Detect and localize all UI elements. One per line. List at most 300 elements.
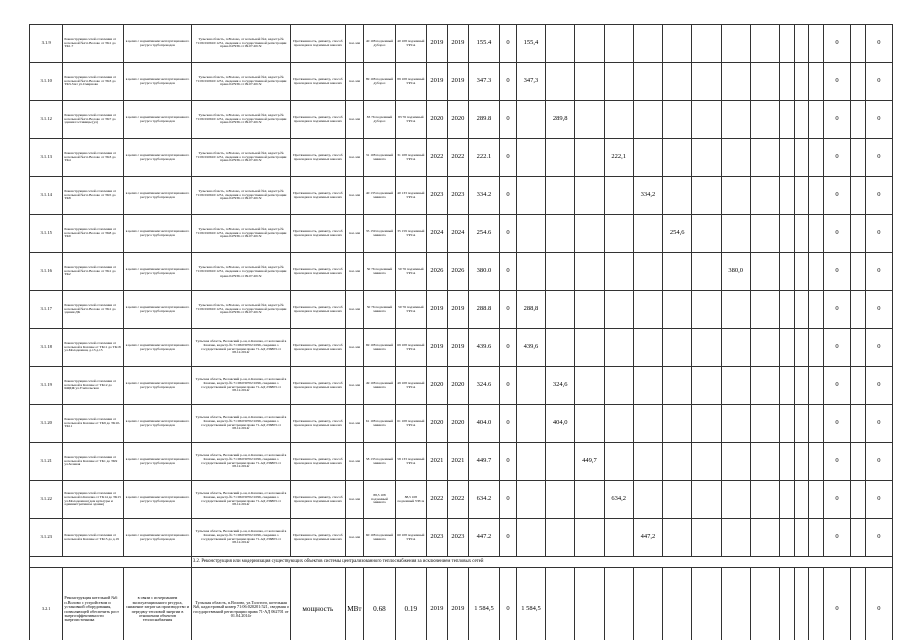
cell-y2019: [516, 101, 545, 139]
cell-y2019: 155,4: [516, 25, 545, 63]
cell-y2022: [604, 329, 633, 367]
cell-c2: 0: [865, 329, 892, 367]
cell-end: 2019: [447, 25, 468, 63]
cell-y2022: [604, 215, 633, 253]
cell-before: 58 133 подземный минвата: [364, 443, 395, 481]
cell-y2021: [575, 139, 604, 177]
cell-y2027: [750, 177, 779, 215]
cell-e3: [809, 291, 824, 329]
cell-y2026: [721, 367, 750, 405]
cell-e2: [794, 405, 809, 443]
cell-y2026: [721, 568, 750, 640]
cell-y2024: [663, 405, 692, 443]
cell-e3: [809, 101, 824, 139]
cell-unit: п.м. мм: [345, 405, 364, 443]
cell-cost: 334.2: [468, 177, 499, 215]
table-row: [30, 253, 893, 291]
cell-e1: [780, 443, 795, 481]
cell-z: 0: [500, 367, 517, 405]
cell-before: 61 108 подземный минвата: [364, 405, 395, 443]
cell-e4: [851, 443, 866, 481]
cell-y2024: [663, 367, 692, 405]
cell-name: Реконструкция сетей отопления от котельной в Казачке от ТК15 до д.19: [63, 519, 124, 557]
cell-y2021: [575, 405, 604, 443]
cell-no: 3.1.15: [30, 215, 63, 253]
cell-name: Реконструкция сетей отопления от котельной №2 п.Волово от ТК1 до здания ДК: [63, 291, 124, 329]
cell-e2: [794, 481, 809, 519]
cell-after: 35 159 подземный УРСА: [395, 215, 426, 253]
cell-e2: [794, 177, 809, 215]
cell-before: 89 108 подземный дубороз: [364, 63, 395, 101]
cell-y2025: [692, 367, 721, 405]
cell-end: 2020: [447, 405, 468, 443]
cell-y2027: [750, 101, 779, 139]
cell-y2020: 324,6: [546, 367, 575, 405]
cell-address: Тульская область, п.Волово, от котельной №2, кадастр.№ 71:06:010610:1251, сведения о государственной регистрации права 047936 от 09.07.2015г: [191, 63, 290, 101]
cell-y2026: [721, 215, 750, 253]
cell-y2026: [721, 443, 750, 481]
cell-y2024: [663, 25, 692, 63]
cell-cost: 447.2: [468, 519, 499, 557]
cell-y2025: [692, 215, 721, 253]
cell-c2: 0: [865, 253, 892, 291]
cell-y2022: [604, 177, 633, 215]
cell-c1: 0: [823, 253, 850, 291]
cell-end: 2021: [447, 443, 468, 481]
cell-c1: 0: [823, 139, 850, 177]
cell-start: 2020: [426, 367, 447, 405]
cell-y2026: [721, 519, 750, 557]
cell-y2023: 334,2: [633, 177, 662, 215]
cell-y2024: [663, 481, 692, 519]
cell-y2027: [750, 329, 779, 367]
cell-c1: 0: [823, 443, 850, 481]
cell-z: 0: [500, 329, 517, 367]
cell-y2026: 380,0: [721, 253, 750, 291]
section-spacer: [30, 557, 192, 568]
table-row: [30, 291, 893, 329]
cell-start: 2022: [426, 139, 447, 177]
cell-y2025: [692, 101, 721, 139]
table-row: [30, 568, 893, 640]
cell-y2020: [546, 25, 575, 63]
cell-purpose: в целях с нормативами эксплуатационного ресурса трубопроводов: [124, 25, 192, 63]
cell-e3: [809, 215, 824, 253]
cell-reason: Протяженность, диаметр, способ прокладки в подземных каналах: [291, 253, 345, 291]
cell-start: 2020: [426, 405, 447, 443]
cell-address: Тульская область, п.Волово, от котельной №2, кадастр.№ 71:06:010610:1251, сведения о государственной регистрации права 047936 от 09.07.2015г: [191, 139, 290, 177]
cell-cost: 347.3: [468, 63, 499, 101]
cell-y2020: [546, 215, 575, 253]
cell-before: 31 108 подземный минвата: [364, 139, 395, 177]
cell-reason: Протяженность, диаметр, способ прокладки в подземных каналах: [291, 443, 345, 481]
cell-name: Реконструкция сетей отопления от котельной №2 п.Волово от ТК3 до ТК4: [63, 139, 124, 177]
cell-y2023: [633, 63, 662, 101]
cell-y2025: [692, 253, 721, 291]
cell-y2023: [633, 367, 662, 405]
cell-address: Тульская область, п.Волово, от котельной №2, кадастр.№ 71:06:010610:1251, сведения о государственной регистрации права 047936 от 09.07.2015г: [191, 253, 290, 291]
table-row: [30, 481, 893, 519]
cell-e4: [851, 405, 866, 443]
cell-name: Реконструкция сетей отопления от котельной в Казачке от ТК9 до ТК10-ТК11: [63, 405, 124, 443]
cell-y2022: [604, 63, 633, 101]
cell-reason: Протяженность, диаметр, способ прокладки в подземных каналах: [291, 405, 345, 443]
cell-reason: Протяженность, диаметр, способ прокладки в подземных каналах: [291, 63, 345, 101]
cell-after: 58 133 подземный УРСА: [395, 443, 426, 481]
cell-c1: 0: [823, 25, 850, 63]
cell-e3: [809, 253, 824, 291]
cell-e2: [794, 63, 809, 101]
cell-purpose: в целях с нормативами эксплуатационного ресурса трубопроводов: [124, 443, 192, 481]
cell-z: 0: [500, 253, 517, 291]
cell-end: 2022: [447, 139, 468, 177]
cell-z: 0: [500, 177, 517, 215]
cell-purpose: в целях с нормативами эксплуатационного ресурса трубопроводов: [124, 63, 192, 101]
cell-y2024: [663, 519, 692, 557]
cell-start: 2024: [426, 215, 447, 253]
cell-after: 50 76 подземный УРСА: [395, 253, 426, 291]
cell-e4: [851, 329, 866, 367]
cell-after: 89 108 подземный УРСА: [395, 63, 426, 101]
table-row: [30, 215, 893, 253]
cell-after: 40 108 подземный УРСА: [395, 25, 426, 63]
cell-purpose: в целях с нормативами эксплуатационного ресурса трубопроводов: [124, 177, 192, 215]
cell-cost: 449.7: [468, 443, 499, 481]
cell-cost: 1 584,5: [468, 568, 499, 640]
cell-name: Реконструкция сетей отопления от котельной №2 п.Волово от ТК8 до ТК9: [63, 215, 124, 253]
cell-z: 0: [500, 139, 517, 177]
cell-y2022: [604, 519, 633, 557]
table-row: [30, 367, 893, 405]
cell-y2020: 289,8: [546, 101, 575, 139]
cell-e1: [780, 253, 795, 291]
cell-after: 31 108 подземный УРСА: [395, 139, 426, 177]
cell-e1: [780, 63, 795, 101]
cell-z: 0: [500, 443, 517, 481]
cell-y2019: [516, 405, 545, 443]
cell-reason: мощность: [291, 568, 345, 640]
cell-y2021: [575, 215, 604, 253]
table-row: [30, 63, 893, 101]
table-row: [30, 101, 893, 139]
cell-y2026: [721, 63, 750, 101]
cell-y2027: [750, 291, 779, 329]
cell-c2: 0: [865, 405, 892, 443]
cell-e1: [780, 568, 795, 640]
cell-z: 0: [500, 25, 517, 63]
cell-address: Тульская область, п.Волово, ул.Толстого, котельная №6, кадастровый номер 71:06:020201:521, сведения о государственной регистрации права 71-АД 062701 от 01.04.2014г: [191, 568, 290, 640]
cell-y2019: [516, 367, 545, 405]
table-row: [30, 443, 893, 481]
cell-after: 50 76 подземный УРСА: [395, 291, 426, 329]
cell-c2: 0: [865, 519, 892, 557]
cell-y2020: [546, 519, 575, 557]
table-row: [30, 519, 893, 557]
cell-y2027: [750, 253, 779, 291]
cell-start: 2019: [426, 329, 447, 367]
cell-no: 3.1.22: [30, 481, 63, 519]
cell-c1: 0: [823, 215, 850, 253]
cell-unit: п.м. мм: [345, 443, 364, 481]
cell-c1: 0: [823, 291, 850, 329]
cell-purpose: в целях с нормативами эксплуатационного ресурса трубопроводов: [124, 139, 192, 177]
cell-y2027: [750, 568, 779, 640]
cell-c1: 0: [823, 367, 850, 405]
cell-e1: [780, 367, 795, 405]
cell-y2025: [692, 177, 721, 215]
cell-end: 2024: [447, 215, 468, 253]
cell-name: Реконструкция сетей отопления от котельной в Казачке от ТК1 до ТК9 ул.Зеленая: [63, 443, 124, 481]
cell-c2: 0: [865, 25, 892, 63]
cell-y2020: 404,0: [546, 405, 575, 443]
cell-e2: [794, 253, 809, 291]
cell-y2025: [692, 405, 721, 443]
cell-y2021: [575, 101, 604, 139]
cell-reason: Протяженность, диаметр, способ прокладки в подземных каналах: [291, 367, 345, 405]
cell-e1: [780, 519, 795, 557]
cell-before: 0.68: [364, 568, 395, 640]
cell-no: 3.1.18: [30, 329, 63, 367]
table-row: [30, 329, 893, 367]
cell-y2021: 449,7: [575, 443, 604, 481]
cell-e3: [809, 367, 824, 405]
cell-before: 50 76 подземный минвата: [364, 291, 395, 329]
cell-y2019: [516, 443, 545, 481]
cell-e1: [780, 177, 795, 215]
cell-e3: [809, 329, 824, 367]
cell-y2027: [750, 139, 779, 177]
cell-name: Реконструкция сетей отопления от котельной №2 п.Волово от ТК1 до ТК1.7: [63, 25, 124, 63]
cell-start: 2019: [426, 291, 447, 329]
cell-before: 35 159 подземный минвата: [364, 215, 395, 253]
cell-end: 2019: [447, 63, 468, 101]
cell-y2021: [575, 291, 604, 329]
cell-y2025: [692, 291, 721, 329]
cell-y2027: [750, 25, 779, 63]
table-row: [30, 139, 893, 177]
cell-no: 3.1.21: [30, 443, 63, 481]
cell-y2020: [546, 177, 575, 215]
cell-y2022: [604, 291, 633, 329]
investment-program-table: [29, 24, 893, 640]
cell-y2023: [633, 481, 662, 519]
cell-end: 2026: [447, 253, 468, 291]
cell-reason: Протяженность, диаметр, способ прокладки в подземных каналах: [291, 481, 345, 519]
cell-y2019: [516, 177, 545, 215]
cell-before: 69 108 подземный минвата: [364, 329, 395, 367]
cell-y2025: [692, 443, 721, 481]
cell-e3: [809, 25, 824, 63]
table-row: [30, 405, 893, 443]
cell-y2021: [575, 568, 604, 640]
cell-unit: п.м. мм: [345, 367, 364, 405]
cell-before: 83 76 подземный дубороз: [364, 101, 395, 139]
cell-e1: [780, 405, 795, 443]
cell-c1: 0: [823, 329, 850, 367]
cell-end: 2022: [447, 481, 468, 519]
cell-e1: [780, 329, 795, 367]
cell-start: 2019: [426, 568, 447, 640]
cell-e4: [851, 139, 866, 177]
cell-unit: п.м. мм: [345, 291, 364, 329]
cell-y2027: [750, 63, 779, 101]
cell-purpose: в связи с исчерпанием эксплуатационного ресурса, снижение затрат на производство и передачу тепловой энергии в отношении объектов теплоснабжения: [124, 568, 192, 640]
cell-e3: [809, 405, 824, 443]
cell-y2019: [516, 519, 545, 557]
cell-e1: [780, 101, 795, 139]
cell-e2: [794, 519, 809, 557]
cell-y2025: [692, 568, 721, 640]
cell-c1: 0: [823, 568, 850, 640]
cell-e1: [780, 291, 795, 329]
cell-name: Реконструкция сетей отопления от котельной в Казачке от ТК12 до КФДЖ ул.Учительская: [63, 367, 124, 405]
cell-purpose: в целях с нормативами эксплуатационного ресурса трубопроводов: [124, 519, 192, 557]
cell-end: 2020: [447, 101, 468, 139]
cell-name: Реконструкция сетей отопления от котельной №2 п.Волово от ТК3 до ТК3-ЗА1 ул.Смирнова: [63, 63, 124, 101]
cell-end: 2019: [447, 568, 468, 640]
cell-e4: [851, 519, 866, 557]
cell-after: 49 108 подземный УРСА: [395, 367, 426, 405]
cell-e2: [794, 215, 809, 253]
cell-name: Реконструкция сетей отопления от котельной в Казачке от ТК11 до ТК18 ул.Молодежная, д.13 д.15: [63, 329, 124, 367]
cell-e3: [809, 63, 824, 101]
cell-e1: [780, 25, 795, 63]
cell-after: 61 108 подземный УРСА: [395, 405, 426, 443]
cell-before: 40 133 подземный минвата: [364, 177, 395, 215]
cell-after: 0.19: [395, 568, 426, 640]
cell-e2: [794, 443, 809, 481]
cell-end: 2023: [447, 519, 468, 557]
cell-y2023: [633, 568, 662, 640]
cell-reason: Протяженность, диаметр, способ прокладки в подземных каналах: [291, 291, 345, 329]
cell-reason: Протяженность, диаметр, способ прокладки в подземных каналах: [291, 215, 345, 253]
cell-e4: [851, 253, 866, 291]
cell-z: 0: [500, 519, 517, 557]
cell-y2026: [721, 291, 750, 329]
cell-name: Реконструкция сетей отопления от котельной п.Казачка от ТК14 до ТК15 ул.Молодежная (дом культуры и административное здание): [63, 481, 124, 519]
cell-y2023: 447,2: [633, 519, 662, 557]
cell-address: Тульская область, п.Волово, от котельной №2, кадастр.№ 71:06:010610:1251, сведения о государственной регистрации права 047936 от 09.07.2015г: [191, 177, 290, 215]
cell-e1: [780, 215, 795, 253]
cell-y2022: [604, 367, 633, 405]
cell-no: 3.1.12: [30, 101, 63, 139]
cell-reason: Протяженность, диаметр, способ прокладки в подземных каналах: [291, 101, 345, 139]
cell-no: 3.1.17: [30, 291, 63, 329]
cell-no: 3.1.23: [30, 519, 63, 557]
cell-unit: п.м. мм: [345, 481, 364, 519]
cell-y2025: [692, 481, 721, 519]
cell-y2019: 439,6: [516, 329, 545, 367]
cell-y2021: [575, 177, 604, 215]
cell-y2024: [663, 329, 692, 367]
cell-y2019: [516, 253, 545, 291]
cell-y2020: [546, 291, 575, 329]
cell-y2024: [663, 253, 692, 291]
cell-e4: [851, 481, 866, 519]
cell-cost: 222.1: [468, 139, 499, 177]
cell-start: 2021: [426, 443, 447, 481]
cell-no: 3.1.19: [30, 367, 63, 405]
cell-c2: 0: [865, 139, 892, 177]
cell-cost: 155.4: [468, 25, 499, 63]
cell-y2021: [575, 481, 604, 519]
cell-e2: [794, 101, 809, 139]
cell-address: Тульская область, п.Волово, от котельной №2, кадастр.№ 71:06:010610:1251, сведения о государственной регистрации права 047936 от 09.07.2015г: [191, 101, 290, 139]
cell-y2026: [721, 405, 750, 443]
cell-y2023: [633, 101, 662, 139]
cell-y2021: [575, 329, 604, 367]
cell-c2: 0: [865, 443, 892, 481]
cell-y2026: [721, 481, 750, 519]
cell-c1: 0: [823, 405, 850, 443]
cell-y2024: [663, 177, 692, 215]
cell-unit: МВт: [345, 568, 364, 640]
cell-name: Реконструкция сетей отопления от котельной №2 п.Волово от ТК1 до ТК2: [63, 253, 124, 291]
cell-unit: п.м. мм: [345, 519, 364, 557]
cell-e4: [851, 101, 866, 139]
cell-start: 2022: [426, 481, 447, 519]
cell-purpose: в целях с нормативами эксплуатационного ресурса трубопроводов: [124, 215, 192, 253]
cell-before: 50 76 подземный минвата: [364, 253, 395, 291]
cell-cost: 380.0: [468, 253, 499, 291]
cell-y2022: [604, 405, 633, 443]
cell-y2022: [604, 253, 633, 291]
cell-address: Тульская область, Воловский р-он, п.Казачка, от котельной в Казачке, кадастр.№ 71:06:030702:1096, сведения о государственной регистрации права 71-АД 236803 от 08.12.2014г: [191, 481, 290, 519]
cell-y2026: [721, 25, 750, 63]
cell-y2021: [575, 367, 604, 405]
cell-y2020: [546, 443, 575, 481]
cell-y2021: [575, 253, 604, 291]
cell-y2027: [750, 405, 779, 443]
cell-after: 40 133 подземный УРСА: [395, 177, 426, 215]
cell-e3: [809, 177, 824, 215]
cell-y2024: [663, 568, 692, 640]
cell-start: 2023: [426, 519, 447, 557]
cell-unit: п.м. мм: [345, 215, 364, 253]
cell-y2024: [663, 443, 692, 481]
cell-e4: [851, 177, 866, 215]
cell-c1: 0: [823, 101, 850, 139]
cell-y2021: [575, 63, 604, 101]
cell-cost: 288.8: [468, 291, 499, 329]
section-header-row: [30, 557, 893, 568]
cell-y2025: [692, 519, 721, 557]
cell-unit: п.м. мм: [345, 329, 364, 367]
cell-no: 3.1.9: [30, 25, 63, 63]
cell-y2024: [663, 139, 692, 177]
cell-y2025: [692, 139, 721, 177]
cell-unit: п.м. мм: [345, 25, 364, 63]
cell-z: 0: [500, 291, 517, 329]
cell-y2019: [516, 481, 545, 519]
cell-address: Тульская область, п.Волово, от котельной №2, кадастр.№ 71:06:010610:1251, сведения о государственной регистрации права 047936 от 09.07.2015г: [191, 215, 290, 253]
cell-reason: Протяженность, диаметр, способ прокладки в подземных каналах: [291, 519, 345, 557]
cell-start: 2019: [426, 63, 447, 101]
cell-y2020: [546, 329, 575, 367]
cell-after: 88,5 108 подземный УРСА: [395, 481, 426, 519]
cell-c2: 0: [865, 63, 892, 101]
cell-y2019: [516, 215, 545, 253]
cell-unit: п.м. мм: [345, 139, 364, 177]
cell-address: Тульская область, п.Волово, от котельной №2, кадастр.№ 71:06:010610:1251, сведения о государственной регистрации права 047936 от 09.07.2015г: [191, 291, 290, 329]
cell-z: 0: [500, 63, 517, 101]
cell-before: 40 108 подземный дубороз: [364, 25, 395, 63]
cell-y2020: [546, 481, 575, 519]
cell-unit: п.м. мм: [345, 177, 364, 215]
cell-after: 60 108 подземный УРСА: [395, 519, 426, 557]
cell-e2: [794, 568, 809, 640]
cell-e4: [851, 367, 866, 405]
